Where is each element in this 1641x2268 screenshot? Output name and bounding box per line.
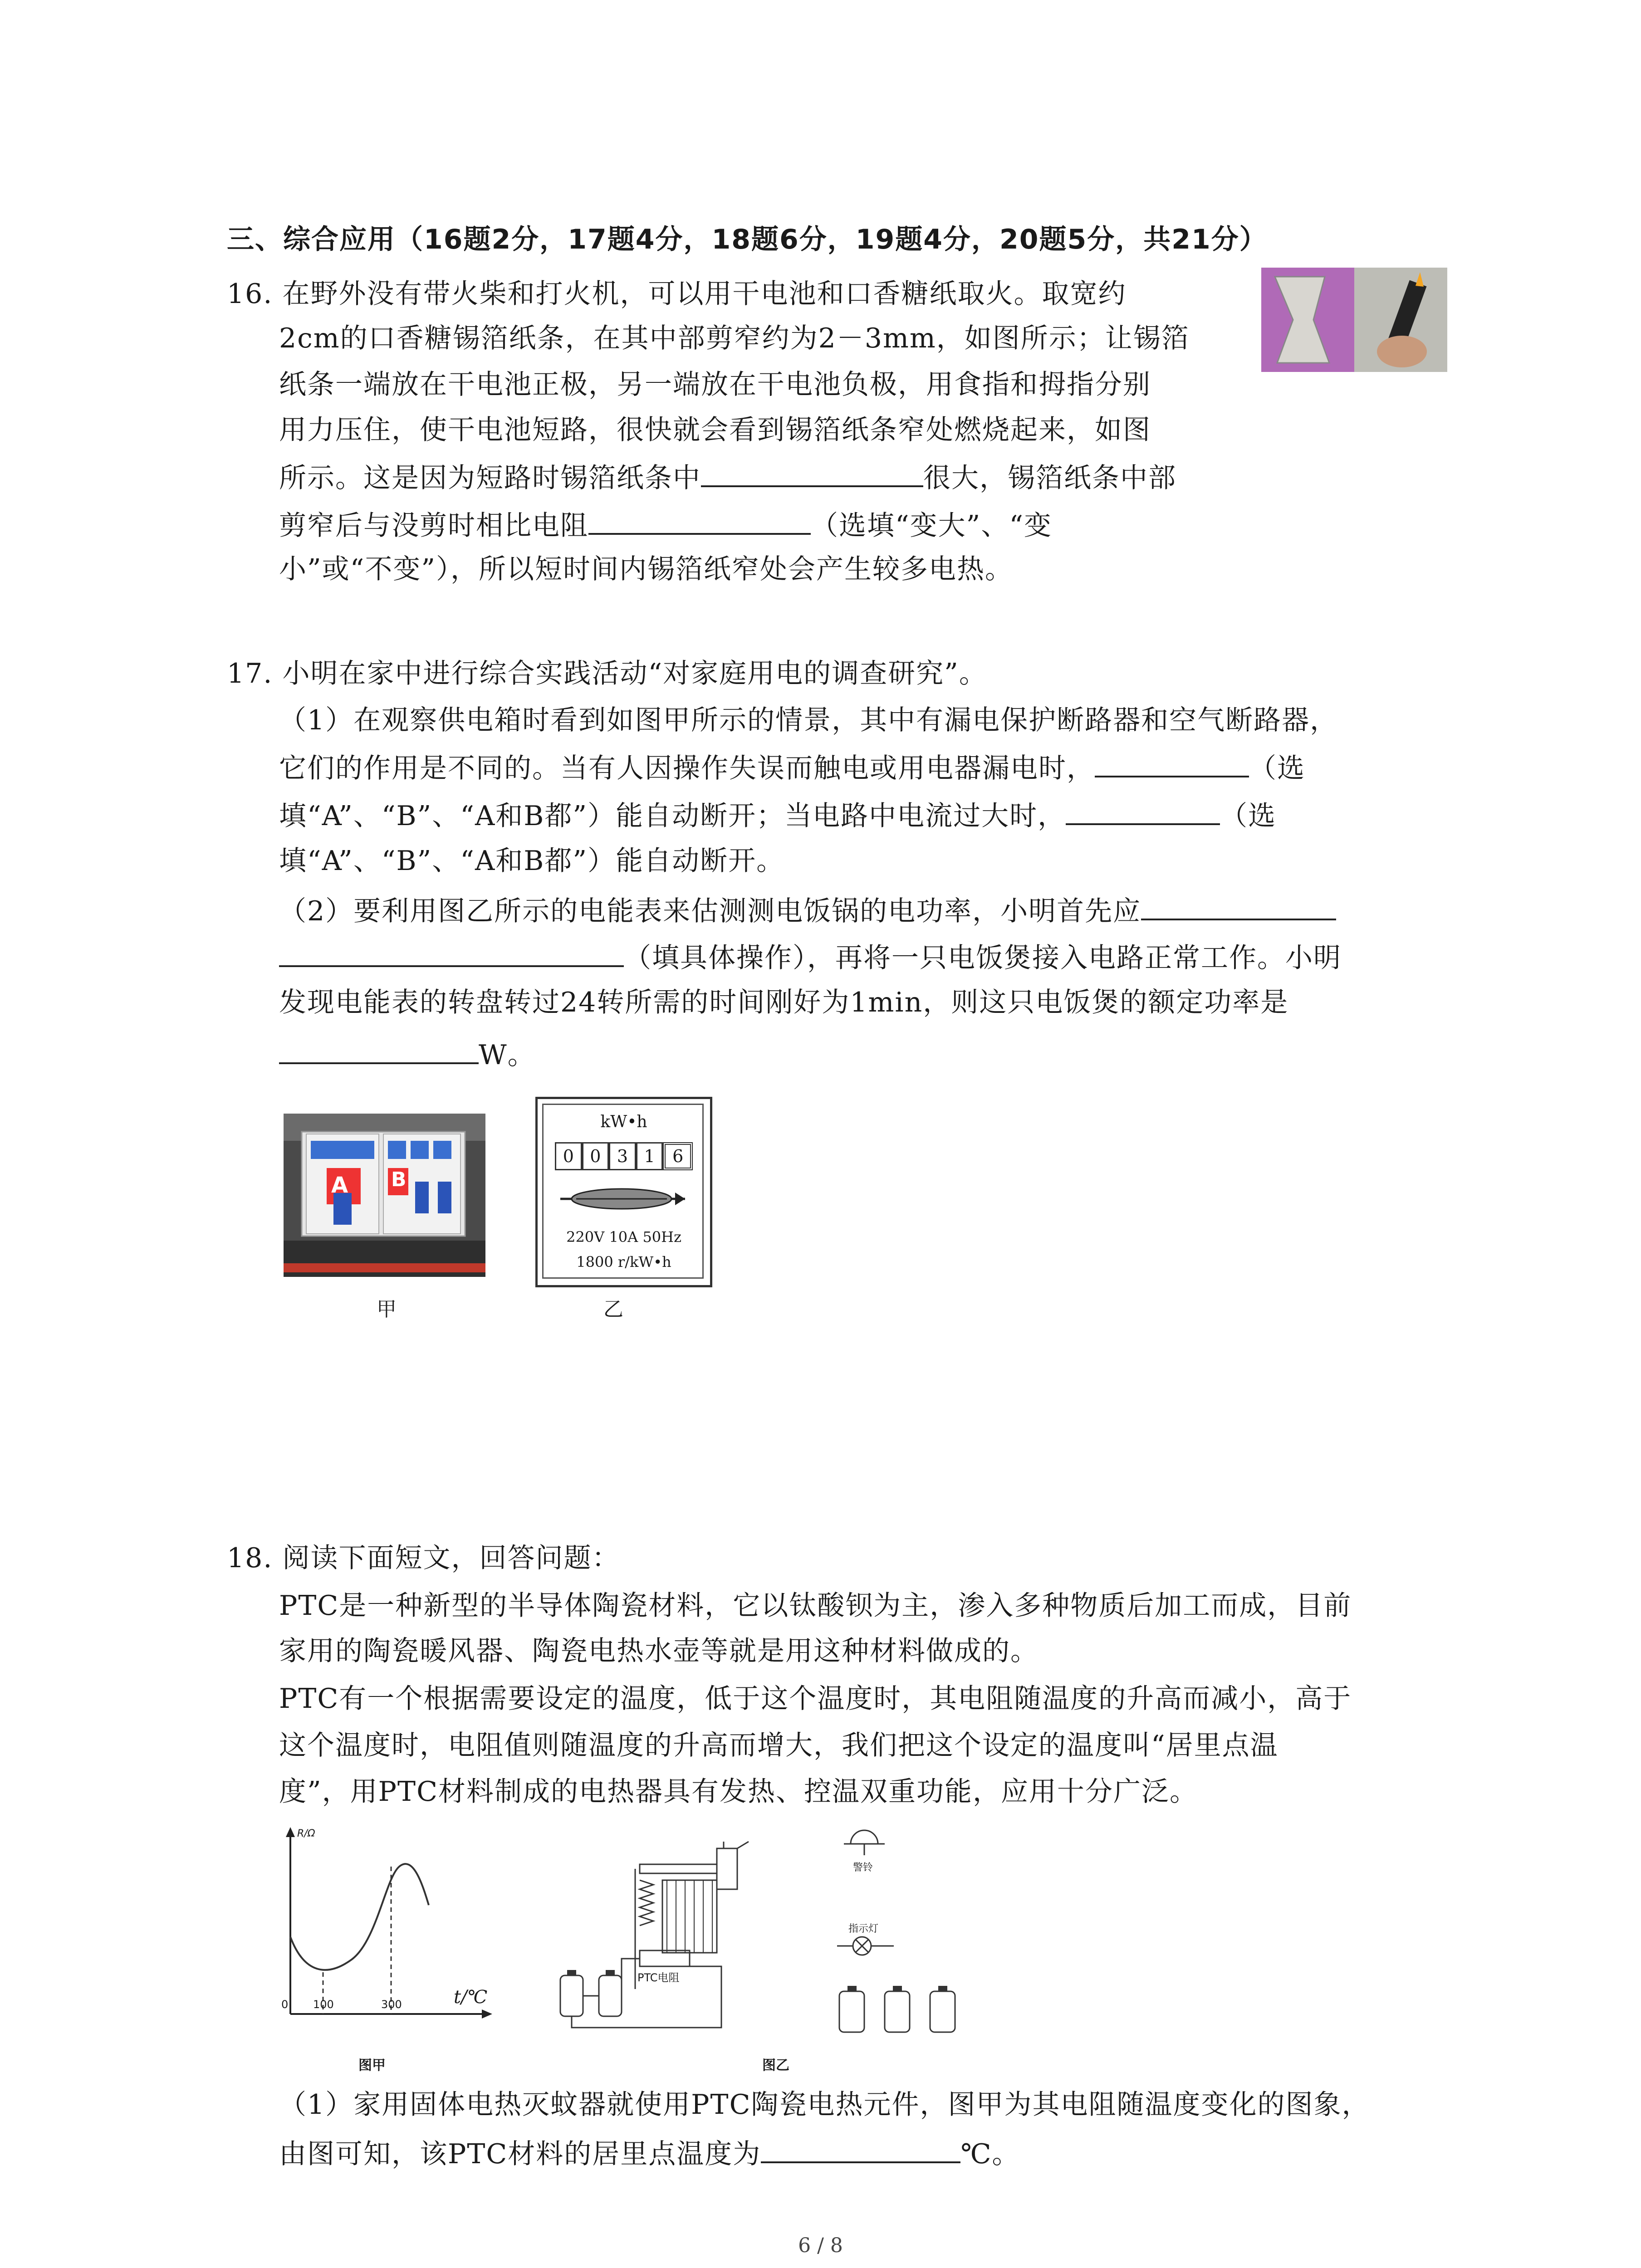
meter-rate: 1800 r/kW•h <box>576 1253 671 1271</box>
meter-spec: 220V 10A 50Hz <box>566 1228 681 1246</box>
q16-line-2: 2cm的口香糖锡箔纸条，在其中部剪窄约为2－3mm，如图所示；让锡箔 <box>279 323 1190 354</box>
q16-line-3: 纸条一端放在干电池正极，另一端放在干电池负极，用食指和拇指分别 <box>279 369 1151 401</box>
ptc-rt-graph <box>272 1823 508 2023</box>
q16-line-6-text: 剪窄后与没剪时相比电阻 <box>279 510 588 542</box>
breaker-photo <box>284 1114 485 1277</box>
q16-line-7: 小”或“不变”），所以短时间内锡箔纸窄处会产生较多电热。 <box>279 553 1014 585</box>
q17-line-3 <box>279 748 1305 787</box>
fig-jia-graph-caption: 图甲 <box>358 2058 386 2073</box>
q16-blank-1[interactable] <box>701 458 923 487</box>
q17-line-7 <box>279 938 1342 976</box>
q18-line-1: 18. 阅读下面短文，回答问题： <box>227 1542 620 1574</box>
graph-tick-0: 0 <box>281 1998 289 2011</box>
electric-meter <box>535 1097 712 1287</box>
q17-line-4-rest: （选 <box>1220 800 1277 832</box>
fig-yi-circuit-caption: 图乙 <box>762 2058 789 2073</box>
q17-line-8: 发现电能表的转盘转过24转所需的时间刚好为1min，则这只电饭煲的额定功率是 <box>279 987 1289 1018</box>
breaker-a-label: A <box>331 1173 348 1198</box>
breaker-b-label: B <box>391 1168 407 1191</box>
q17-line-5: 填“A”、“B”、“A和B都”）能自动断开。 <box>279 845 785 877</box>
q17-line-9-text: W。 <box>479 1039 536 1071</box>
q17-line-4-text: 填“A”、“B”、“A和B都”）能自动断开；当电路中电流过大时， <box>279 800 1066 832</box>
ptc-resistor-label: PTC电阻 <box>637 1971 680 1984</box>
page-number: 6 / 8 <box>798 2234 843 2257</box>
q18-line-8-rest: ℃。 <box>960 2138 1020 2170</box>
q18-line-8-text: 由图可知，该PTC材料的居里点温度为 <box>279 2138 761 2170</box>
meter-digit-decimal: 6 <box>663 1142 693 1170</box>
q17-line-6-text: （2）要利用图乙所示的电能表来估测测电饭锅的电功率，小明首先应 <box>279 895 1141 927</box>
graph-y-axis-label: R/Ω <box>297 1828 315 1839</box>
meter-digit: 0 <box>582 1142 609 1170</box>
meter-unit: kW•h <box>600 1113 647 1131</box>
bell-label: 警铃 <box>853 1862 873 1873</box>
q16-blank-2[interactable] <box>588 506 811 535</box>
fig-yi-caption: 乙 <box>603 1298 623 1321</box>
q17-blank-4[interactable] <box>279 1035 479 1064</box>
q17-line-3-text: 它们的作用是不同的。当有人因操作失误而触电或用电器漏电时， <box>279 753 1095 784</box>
meter-digit: 0 <box>555 1142 582 1170</box>
q18-line-2: PTC是一种新型的半导体陶瓷材料，它以钛酸钡为主，渗入多种物质后加工而成，目前 <box>279 1590 1352 1622</box>
meter-digit: 3 <box>609 1142 636 1170</box>
q18-line-4: PTC有一个根据需要设定的温度，低于这个温度时，其电阻随温度的升高而减小，高于 <box>279 1683 1352 1715</box>
q17-line-1: 17. 小明在家中进行综合实践活动“对家庭用电的调查研究”。 <box>227 658 987 689</box>
q17-blank-3b[interactable] <box>279 938 624 967</box>
q17-line-2: （1）在观察供电箱时看到如图甲所示的情景，其中有漏电保护断路器和空气断路器， <box>279 704 1338 736</box>
q16-line-1: 16. 在野外没有带火柴和打火机，可以用干电池和口香糖纸取火。取宽约 <box>227 278 1127 310</box>
q16-line-4: 用力压住，使干电池短路，很快就会看到锡箔纸条窄处燃烧起来，如图 <box>279 414 1151 446</box>
q18-blank-1[interactable] <box>761 2134 960 2163</box>
q16-line-5 <box>279 458 1176 496</box>
q17-line-3-rest: （选 <box>1249 753 1305 784</box>
q17-line-4 <box>279 796 1276 834</box>
q18-line-6: 度”，用PTC材料制成的电热器具有发热、控温双重功能，应用十分广泛。 <box>279 1776 1198 1808</box>
graph-x-axis-label: t/℃ <box>454 1987 488 2008</box>
graph-tick-300: 300 <box>381 1998 402 2011</box>
q16-line-6-rest: （选填“变大”、“变 <box>811 510 1053 542</box>
q17-line-6 <box>279 891 1336 929</box>
graph-tick-100: 100 <box>313 1998 334 2011</box>
q18-line-5: 这个温度时，电阻值则随温度的升高而增大，我们把这个设定的温度叫“居里点温 <box>279 1730 1279 1761</box>
q18-line-8 <box>279 2134 1020 2172</box>
q17-line-9 <box>279 1035 536 1073</box>
meter-disc-icon <box>558 1181 690 1217</box>
foil-battery-photo <box>1261 268 1447 372</box>
meter-digits <box>555 1142 693 1170</box>
q17-line-7-text: （填具体操作），再将一只电饭煲接入电路正常工作。小明 <box>624 942 1342 974</box>
lamp-label: 指示灯 <box>848 1923 879 1935</box>
q16-line-5-text: 所示。这是因为短路时锡箔纸条中 <box>279 462 701 494</box>
q16-line-6 <box>279 506 1052 544</box>
q17-blank-1[interactable] <box>1095 748 1249 777</box>
fig-jia-caption: 甲 <box>377 1298 397 1321</box>
q18-line-3: 家用的陶瓷暖风器、陶瓷电热水壶等就是用这种材料做成的。 <box>279 1635 1038 1667</box>
meter-digit: 1 <box>636 1142 663 1170</box>
q16-line-5-rest: 很大，锡箔纸条中部 <box>923 462 1176 494</box>
section-heading: 三、综合应用（16题2分，17题4分，18题6分，19题4分，20题5分，共21分） <box>227 224 1268 255</box>
q17-blank-3a[interactable] <box>1141 891 1336 920</box>
ptc-circuit-diagram <box>549 1821 1003 2039</box>
q18-line-7: （1）家用固体电热灭蚊器就使用PTC陶瓷电热元件，图甲为其电阻随温度变化的图象， <box>279 2089 1370 2121</box>
q17-blank-2[interactable] <box>1066 796 1220 825</box>
